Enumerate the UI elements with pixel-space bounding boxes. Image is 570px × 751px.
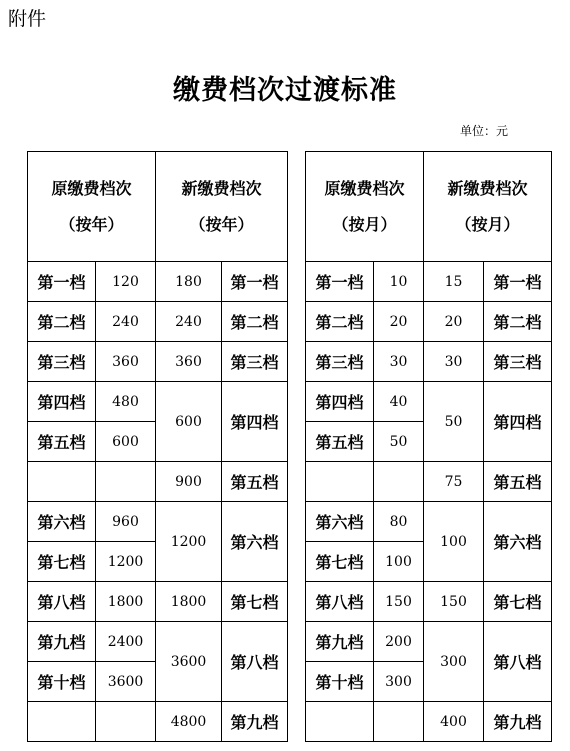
- new-amount-cell: 100: [424, 502, 484, 582]
- table-row: [28, 622, 288, 662]
- orig-level-cell: 第五档: [28, 422, 96, 462]
- orig-amount-cell: 40: [374, 382, 424, 422]
- table-row: [306, 702, 552, 742]
- orig-level-cell: 第二档: [28, 302, 96, 342]
- table-row: [306, 462, 552, 502]
- new-level-cell: 第二档: [484, 302, 552, 342]
- new-amount-cell: 50: [424, 382, 484, 462]
- orig-amount-cell: 50: [374, 422, 424, 462]
- new-amount-cell: 150: [424, 582, 484, 622]
- new-level-header-line2: （按月）: [455, 214, 520, 234]
- table-row: [306, 302, 552, 342]
- table-header-row: [28, 152, 288, 262]
- orig-amount-cell: [96, 462, 156, 502]
- orig-level-cell: 第十档: [306, 662, 374, 702]
- orig-amount-cell: [374, 702, 424, 742]
- orig-level-cell: [28, 462, 96, 502]
- new-level-cell: 第七档: [222, 582, 288, 622]
- attachment-label: 附件: [8, 8, 47, 30]
- orig-amount-cell: 600: [96, 422, 156, 462]
- new-level-cell: 第四档: [484, 382, 552, 462]
- orig-level-cell: 第九档: [28, 622, 96, 662]
- new-level-cell: 第五档: [484, 462, 552, 502]
- monthly-table: [305, 151, 552, 742]
- table-row: [28, 462, 288, 502]
- new-amount-cell: 1200: [156, 502, 222, 582]
- orig-amount-cell: 1200: [96, 542, 156, 582]
- orig-level-cell: 第三档: [28, 342, 96, 382]
- orig-level-cell: 第八档: [28, 582, 96, 622]
- new-amount-cell: 15: [424, 262, 484, 302]
- new-level-header-line1: 新缴费档次: [181, 178, 262, 198]
- new-amount-cell: 300: [424, 622, 484, 702]
- orig-level-cell: 第七档: [306, 542, 374, 582]
- orig-level-cell: 第六档: [306, 502, 374, 542]
- orig-level-cell: [306, 702, 374, 742]
- table-row: [28, 502, 288, 542]
- new-amount-cell: 4800: [156, 702, 222, 742]
- orig-level-header-line1: 原缴费档次: [51, 178, 132, 198]
- new-level-header-line1: 新缴费档次: [447, 178, 528, 198]
- new-level-cell: 第一档: [222, 262, 288, 302]
- new-level-cell: 第三档: [222, 342, 288, 382]
- new-level-cell: 第二档: [222, 302, 288, 342]
- table-row: [28, 302, 288, 342]
- orig-level-cell: 第三档: [306, 342, 374, 382]
- orig-amount-cell: [96, 702, 156, 742]
- new-level-cell: 第五档: [222, 462, 288, 502]
- orig-amount-cell: 100: [374, 542, 424, 582]
- table-header-row: [306, 152, 552, 262]
- new-level-header: [424, 152, 552, 262]
- new-level-cell: 第四档: [222, 382, 288, 462]
- new-amount-cell: 20: [424, 302, 484, 342]
- annual-table: [27, 151, 288, 742]
- orig-amount-cell: 960: [96, 502, 156, 542]
- orig-level-cell: 第四档: [28, 382, 96, 422]
- table-row: [306, 262, 552, 302]
- orig-level-cell: 第一档: [28, 262, 96, 302]
- new-amount-cell: 1800: [156, 582, 222, 622]
- orig-level-header: [28, 152, 156, 262]
- new-amount-cell: 360: [156, 342, 222, 382]
- new-level-cell: 第八档: [222, 622, 288, 702]
- orig-amount-cell: 360: [96, 342, 156, 382]
- new-amount-cell: 240: [156, 302, 222, 342]
- orig-amount-cell: 10: [374, 262, 424, 302]
- orig-level-cell: [306, 462, 374, 502]
- table-row: [306, 342, 552, 382]
- new-amount-cell: 600: [156, 382, 222, 462]
- orig-amount-cell: [374, 462, 424, 502]
- orig-level-cell: 第六档: [28, 502, 96, 542]
- orig-level-cell: 第九档: [306, 622, 374, 662]
- new-amount-cell: 3600: [156, 622, 222, 702]
- orig-level-header-line1: 原缴费档次: [324, 178, 405, 198]
- orig-amount-cell: 2400: [96, 622, 156, 662]
- orig-level-cell: 第四档: [306, 382, 374, 422]
- new-amount-cell: 30: [424, 342, 484, 382]
- new-level-cell: 第三档: [484, 342, 552, 382]
- new-level-cell: 第七档: [484, 582, 552, 622]
- orig-amount-cell: 3600: [96, 662, 156, 702]
- table-row: [28, 582, 288, 622]
- orig-amount-cell: 1800: [96, 582, 156, 622]
- unit-label: 单位：元: [460, 124, 509, 138]
- new-level-cell: 第八档: [484, 622, 552, 702]
- orig-amount-cell: 80: [374, 502, 424, 542]
- new-level-cell: 第六档: [484, 502, 552, 582]
- table-row: [28, 382, 288, 422]
- table-row: [28, 702, 288, 742]
- new-amount-cell: 900: [156, 462, 222, 502]
- table-row: [306, 582, 552, 622]
- new-level-cell: 第六档: [222, 502, 288, 582]
- orig-amount-cell: 240: [96, 302, 156, 342]
- orig-amount-cell: 150: [374, 582, 424, 622]
- orig-amount-cell: 300: [374, 662, 424, 702]
- orig-level-header: [306, 152, 424, 262]
- orig-level-cell: 第五档: [306, 422, 374, 462]
- new-amount-cell: 180: [156, 262, 222, 302]
- table-row: [306, 622, 552, 662]
- orig-level-header-line2: （按年）: [59, 214, 124, 234]
- orig-amount-cell: 30: [374, 342, 424, 382]
- new-amount-cell: 400: [424, 702, 484, 742]
- orig-amount-cell: 200: [374, 622, 424, 662]
- table-row: [306, 382, 552, 422]
- table-row: [306, 502, 552, 542]
- orig-level-cell: 第二档: [306, 302, 374, 342]
- orig-amount-cell: 20: [374, 302, 424, 342]
- new-level-header-line2: （按年）: [189, 214, 254, 234]
- new-level-cell: 第一档: [484, 262, 552, 302]
- page-title: 缴费档次过渡标准: [173, 75, 397, 106]
- table-row: [28, 342, 288, 382]
- orig-level-cell: 第十档: [28, 662, 96, 702]
- orig-level-header-line2: （按月）: [332, 214, 397, 234]
- new-level-header: [156, 152, 288, 262]
- table-row: [28, 262, 288, 302]
- orig-level-cell: [28, 702, 96, 742]
- orig-amount-cell: 120: [96, 262, 156, 302]
- orig-level-cell: 第七档: [28, 542, 96, 582]
- orig-level-cell: 第一档: [306, 262, 374, 302]
- new-level-cell: 第九档: [222, 702, 288, 742]
- orig-level-cell: 第八档: [306, 582, 374, 622]
- orig-amount-cell: 480: [96, 382, 156, 422]
- new-amount-cell: 75: [424, 462, 484, 502]
- new-level-cell: 第九档: [484, 702, 552, 742]
